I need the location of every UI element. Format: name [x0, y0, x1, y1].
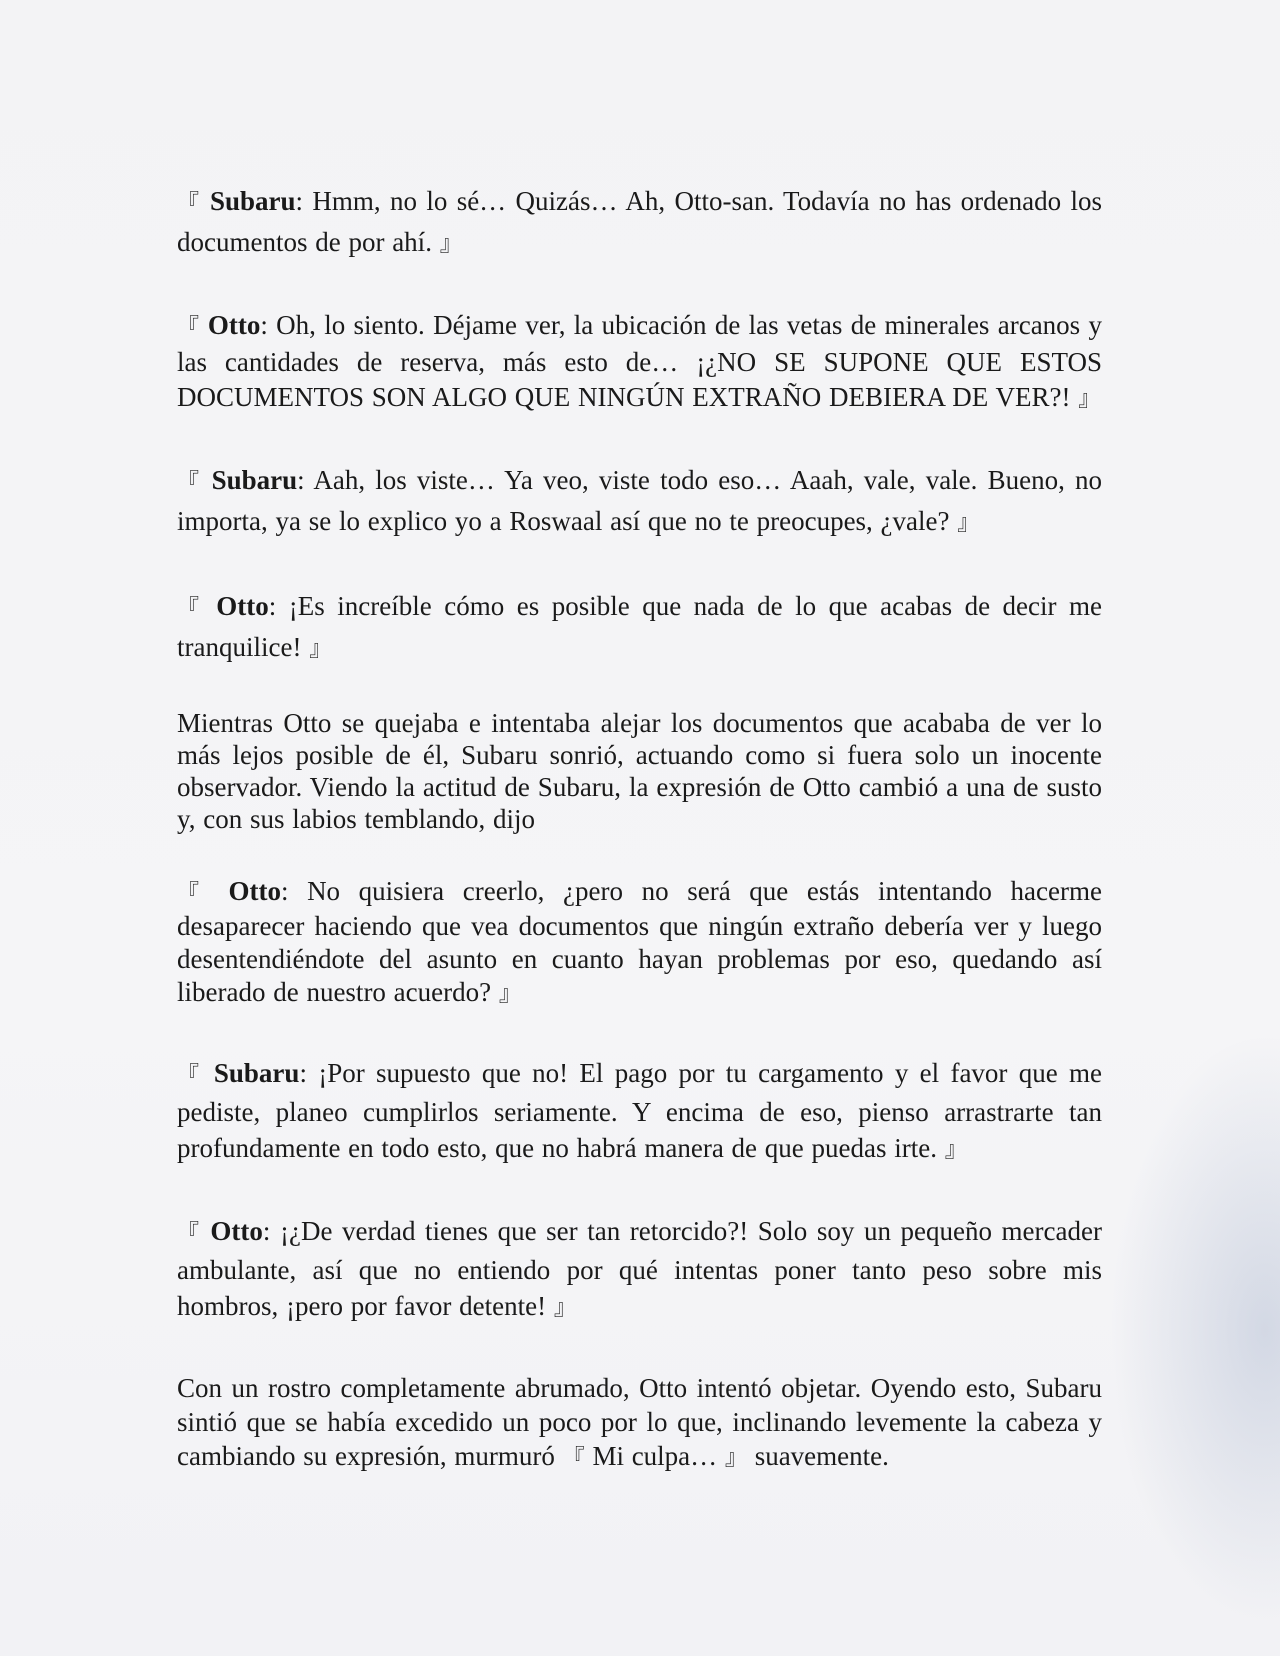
narration-text: Con un rostro completamente abrumado, Otto intentó objetar. Oyendo esto, Subaru sintió que se había excedido un poco por lo que, inclinando levemente la cabeza y cambiando su expresión, murmuró [177, 1373, 1102, 1471]
close-quote-bracket: 』 [553, 1296, 576, 1321]
narration-paragraph-2 [177, 1371, 1102, 1476]
dialogue-text: Aah, los viste… Ya veo, viste todo eso… Aaah, vale, vale. Bueno, no importa, ya se lo explico yo a Roswaal así que no te preocupes, ¿vale? [177, 465, 1102, 536]
speaker-name: Subaru [209, 186, 296, 216]
close-quote-bracket: 』 [724, 1446, 747, 1471]
speaker-separator: : [295, 186, 313, 216]
close-quote-bracket: 』 [957, 511, 980, 536]
speaker-separator: : [262, 1216, 280, 1246]
dialogue-otto-2 [177, 587, 1102, 669]
speaker-separator: : [297, 465, 314, 495]
dialogue-text: ¡¿De verdad tienes que ser tan retorcido?! Solo soy un pequeño mercader ambulante, así que no entiendo por qué intentas poner tanto peso sobre mis hombros, ¡pero por favor detente! [177, 1216, 1102, 1321]
dialogue-otto-1 [177, 308, 1102, 417]
speaker-name: Otto [216, 591, 269, 621]
dialogue-subaru-2 [177, 461, 1102, 543]
close-quote-bracket: 』 [944, 1138, 967, 1163]
dialogue-otto-3 [177, 875, 1102, 1011]
open-quote-bracket: 『 [177, 315, 200, 340]
open-quote-bracket: 『 [177, 470, 202, 495]
dialogue-text: Hmm, no lo sé… Quizás… Ah, Otto-san. Todavía no has ordenado los documentos de por ahí. [177, 186, 1102, 257]
open-quote-bracket: 『 [562, 1446, 585, 1471]
dialogue-text: ¡Por supuesto que no! El pago por tu cargamento y el favor que me pediste, planeo cumplirlos seriamente. Y encima de eso, pienso arrastrarte tan profundamente en todo esto, que no habrá manera de que puedas irte. [177, 1058, 1102, 1163]
close-quote-bracket: 』 [309, 637, 332, 662]
close-quote-bracket: 』 [498, 982, 521, 1007]
dialogue-subaru-1 [177, 182, 1102, 264]
dialogue-text: No quisiera creerlo, ¿pero no será que estás intentando hacerme desaparecer haciendo que vea documentos que ningún extraño debería ver y luego desentendiéndote del asunto en cuanto hayan problemas por eso, quedando así liberado de nuestro acuerdo? [177, 876, 1102, 1007]
speaker-separator: : [260, 310, 277, 340]
document-page [177, 182, 1102, 1520]
speaker-name: Subaru [213, 1058, 300, 1088]
speaker-name: Otto [207, 310, 261, 340]
open-quote-bracket: 『 [177, 191, 201, 216]
speaker-name: Subaru [211, 465, 298, 495]
speaker-separator: : [280, 876, 308, 906]
open-quote-bracket: 『 [177, 881, 210, 906]
open-quote-bracket: 『 [177, 1221, 201, 1246]
dialogue-otto-4 [177, 1213, 1102, 1327]
quoted-phrase: Mi culpa… [584, 1441, 725, 1471]
close-quote-bracket: 』 [439, 232, 462, 257]
speaker-separator: : [299, 1058, 319, 1088]
dialogue-subaru-3 [177, 1055, 1102, 1169]
speaker-name: Otto [210, 1216, 263, 1246]
close-quote-bracket: 』 [1078, 387, 1101, 412]
open-quote-bracket: 『 [177, 596, 204, 621]
narration-paragraph-1 [177, 707, 1102, 835]
narration-text-end: suavemente. [746, 1441, 889, 1471]
dialogue-text: ¡Es increíble cómo es posible que nada de lo que acabas de decir me tranquilice! [177, 591, 1103, 662]
dialogue-text: Oh, lo siento. Déjame ver, la ubicación de las vetas de minerales arcanos y las cantidades de reserva, más esto de… ¡¿NO SE SUPONE QUE ESTOS DOCUMENTOS SON ALGO QUE NINGÚN EXTRAÑO DEBIERA DE VER?! [177, 310, 1102, 412]
speaker-name: Otto [228, 876, 281, 906]
open-quote-bracket: 『 [177, 1063, 203, 1088]
narration-text: Mientras Otto se quejaba e intentaba alejar los documentos que acababa de ver lo más lejos posible de él, Subaru sonrió, actuando como si fuera solo un inocente observador. Viendo la actitud de Subaru, la expresión de Otto cambió a una de susto y, con sus labios temblando, dijo [177, 708, 1102, 834]
speaker-separator: : [268, 591, 289, 621]
